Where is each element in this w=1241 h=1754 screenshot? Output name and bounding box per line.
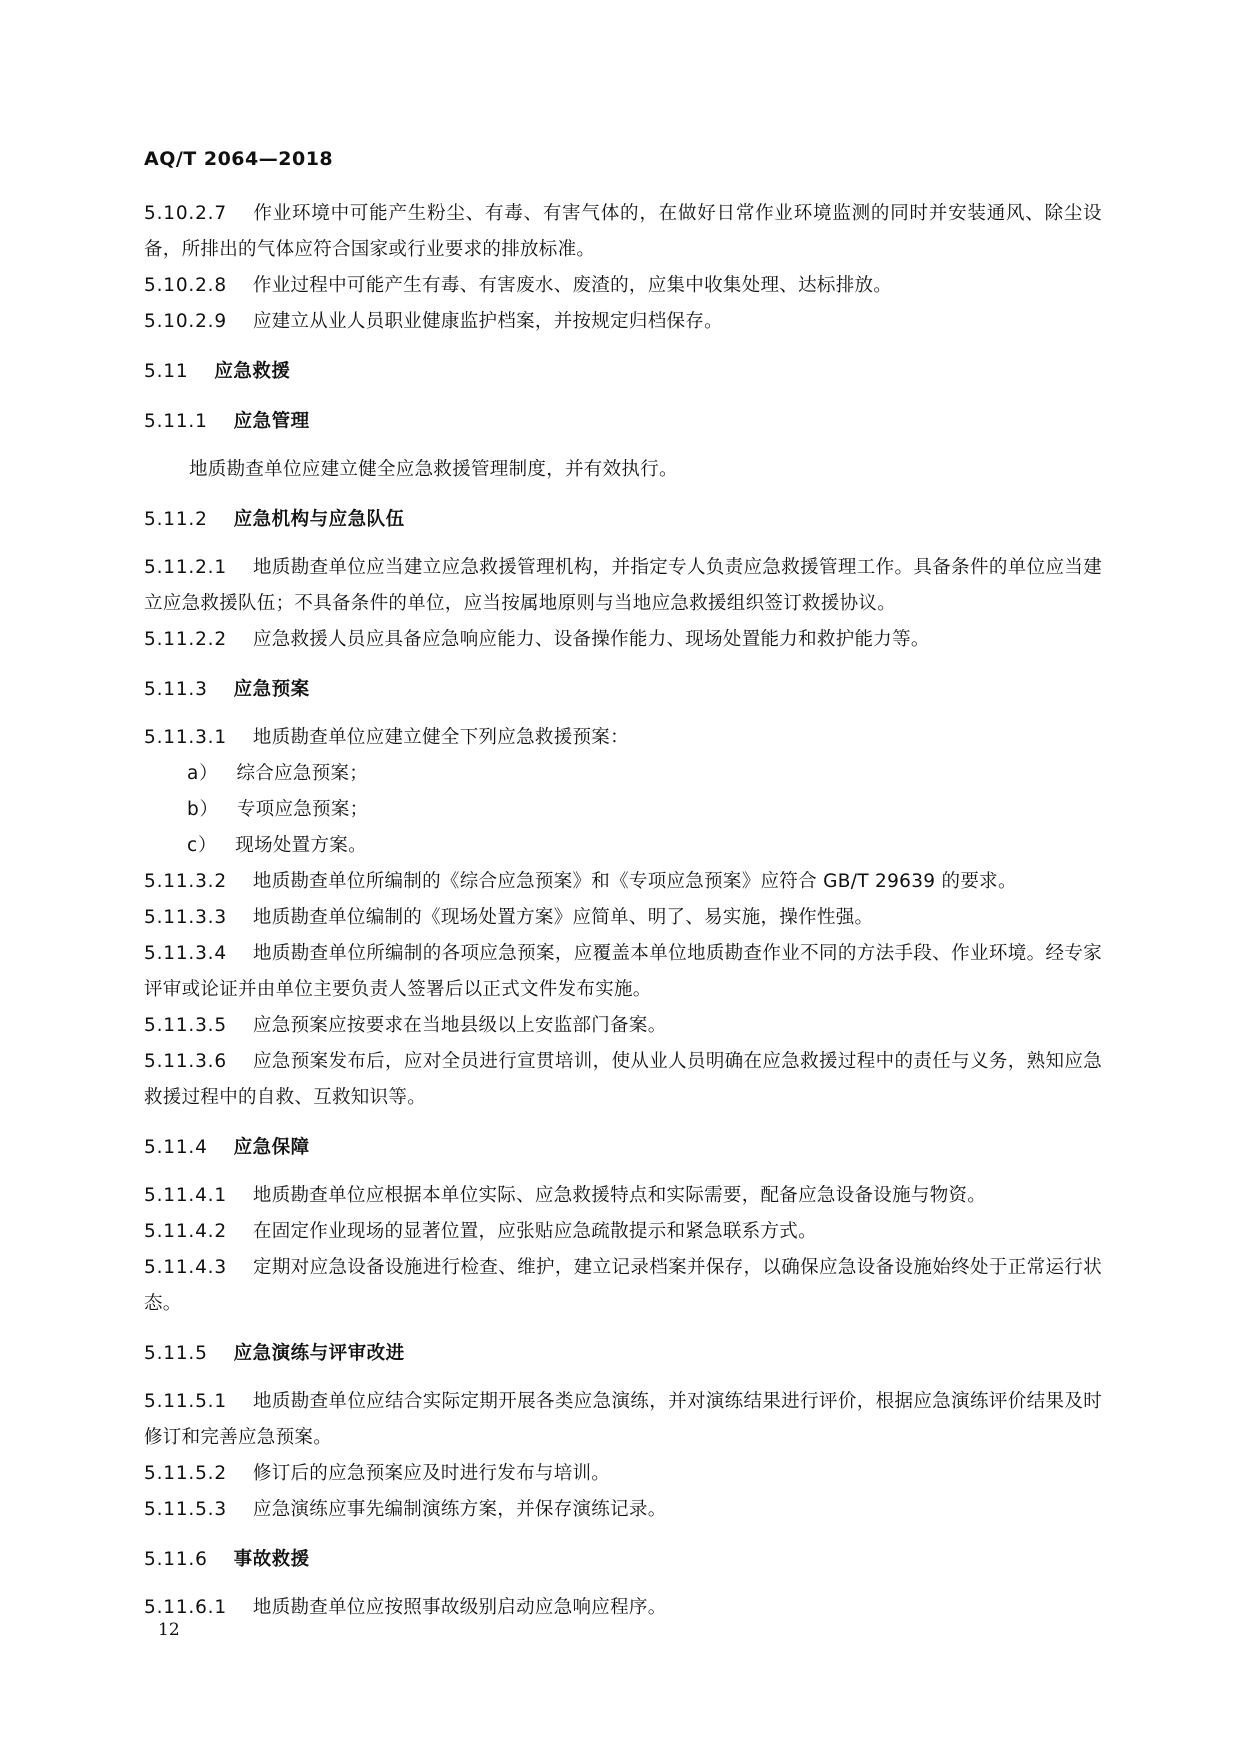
clause-number: 5.11.6.1 [144,1597,227,1618]
clause-text: 专项应急预案； [236,799,369,820]
clause-paragraph [144,1214,1102,1250]
section-heading [144,1542,1102,1578]
clause-paragraph [144,550,1102,622]
clause-text: 应急管理 [233,411,310,432]
clause-number: 5.11.5.1 [144,1391,227,1412]
clause-text: 应建立从业人员职业健康监护档案，并按规定归档保存。 [252,311,723,332]
clause-text: 定期对应急设备设施进行检查、维护，建立记录档案并保存，以确保应急设备设施始终处于正常运行状态。 [144,1257,1102,1314]
clause-number: 5.11 [144,361,189,382]
clause-number: 5.11.3.4 [144,943,227,964]
clause-number: 5.11.3.6 [144,1051,227,1072]
clause-text: 地质勘查单位应按照事故级别启动应急响应程序。 [252,1597,667,1618]
clause-number: 5.10.2.8 [144,275,227,296]
section-heading [144,1130,1102,1166]
clause-paragraph [144,622,1102,658]
clause-number: 5.10.2.7 [144,203,227,224]
clause-paragraph [144,1456,1102,1492]
list-item [144,756,1102,792]
clause-paragraph [144,196,1102,268]
clause-text: 地质勘查单位编制的《现场处置方案》应简单、明了、易实施，操作性强。 [252,907,874,928]
clause-number: 5.11.4 [144,1137,208,1158]
clause-text: 应急救援人员应具备应急响应能力、设备操作能力、现场处置能力和救护能力等。 [252,629,930,650]
list-item [144,792,1102,828]
clause-number: 5.10.2.9 [144,311,227,332]
clause-number: 5.11.4.3 [144,1257,227,1278]
clause-paragraph [144,1250,1102,1322]
clause-number: 5.11.3.2 [144,871,227,892]
clause-text: 地质勘查单位应当建立应急救援管理机构，并指定专人负责应急救援管理工作。具备条件的单位应当建立应急救援队伍；不具备条件的单位，应当按属地原则与当地应急救援组织签订救援协议。 [144,557,1102,614]
page-number: 12 [158,1620,180,1640]
section-heading [144,404,1102,440]
clause-paragraph [144,864,1102,900]
clause-paragraph [144,304,1102,340]
clause-number: 5.11.1 [144,411,208,432]
clause-paragraph [144,720,1102,756]
clause-paragraph [144,1178,1102,1214]
paragraph [144,452,1102,488]
clause-text: 在固定作业现场的显著位置，应张贴应急疏散提示和紧急联系方式。 [252,1221,817,1242]
clause-text: 作业过程中可能产生有毒、有害废水、废渣的，应集中收集处理、达标排放。 [252,275,893,296]
clause-text: 地质勘查单位应结合实际定期开展各类应急演练，并对演练结果进行评价，根据应急演练评价结果及时修订和完善应急预案。 [144,1391,1102,1448]
clause-paragraph [144,936,1102,1008]
clause-text: 应急演练与评审改进 [233,1343,405,1364]
clause-text: 地质勘查单位所编制的各项应急预案，应覆盖本单位地质勘查作业不同的方法手段、作业环境。经专家评审或论证并由单位主要负责人签署后以正式文件发布实施。 [144,943,1102,1000]
clause-text: 事故救援 [233,1549,310,1570]
clause-number: 5.11.3.5 [144,1015,227,1036]
clause-paragraph [144,268,1102,304]
clause-text: 地质勘查单位所编制的《综合应急预案》和《专项应急预案》应符合 GB/T 29639 的要求。 [252,871,1017,892]
clause-text: 应急预案发布后，应对全员进行宣贯培训，使从业人员明确在应急救援过程中的责任与义务，熟知应急救援过程中的自救、互救知识等。 [144,1051,1102,1108]
clause-number: 5.11.6 [144,1549,208,1570]
clause-paragraph [144,1008,1102,1044]
clause-paragraph [144,1492,1102,1528]
clause-text: 应急演练应事先编制演练方案，并保存演练记录。 [252,1499,667,1520]
clause-number: 5.11.3 [144,679,208,700]
clause-text: 地质勘查单位应建立健全应急救援管理制度，并有效执行。 [189,459,678,480]
clause-number: 5.11.4.1 [144,1185,227,1206]
clause-text: 现场处置方案。 [235,835,367,856]
standard-code-header: AQ/T 2064—2018 [144,148,334,170]
clause-number: 5.11.2.1 [144,557,227,578]
clause-number: 5.11.2 [144,509,208,530]
section-heading [144,354,1102,390]
clause-paragraph [144,900,1102,936]
clause-text: 作业环境中可能产生粉尘、有毒、有害气体的，在做好日常作业环境监测的同时并安装通风、除尘设备，所排出的气体应符合国家或行业要求的排放标准。 [144,203,1102,260]
clause-text: 应急救援 [214,361,291,382]
clause-number: 5.11.4.2 [144,1221,227,1242]
clause-paragraph [144,1590,1102,1626]
document-body [144,196,1102,1626]
clause-text: 应急预案 [233,679,310,700]
clause-number: 5.11.3.3 [144,907,227,928]
clause-number: 5.11.2.2 [144,629,227,650]
list-item [144,828,1102,864]
clause-number: 5.11.5 [144,1343,208,1364]
clause-text: 修订后的应急预案应及时进行发布与培训。 [252,1463,611,1484]
clause-text: 综合应急预案； [236,763,369,784]
clause-number: 5.11.3.1 [144,727,227,748]
clause-text: 应急保障 [233,1137,310,1158]
clause-text: 地质勘查单位应建立健全下列应急救援预案： [252,727,629,748]
clause-text: 应急预案应按要求在当地县级以上安监部门备案。 [252,1015,667,1036]
clause-paragraph [144,1384,1102,1456]
section-heading [144,672,1102,708]
clause-number: b） [187,799,219,820]
section-heading [144,1336,1102,1372]
clause-number: a） [187,763,219,784]
clause-number: 5.11.5.2 [144,1463,227,1484]
clause-text: 应急机构与应急队伍 [233,509,405,530]
clause-number: 5.11.5.3 [144,1499,227,1520]
clause-number: c） [187,835,218,856]
section-heading [144,502,1102,538]
clause-paragraph [144,1044,1102,1116]
clause-text: 地质勘查单位应根据本单位实际、应急救援特点和实际需要，配备应急设备设施与物资。 [252,1185,987,1206]
